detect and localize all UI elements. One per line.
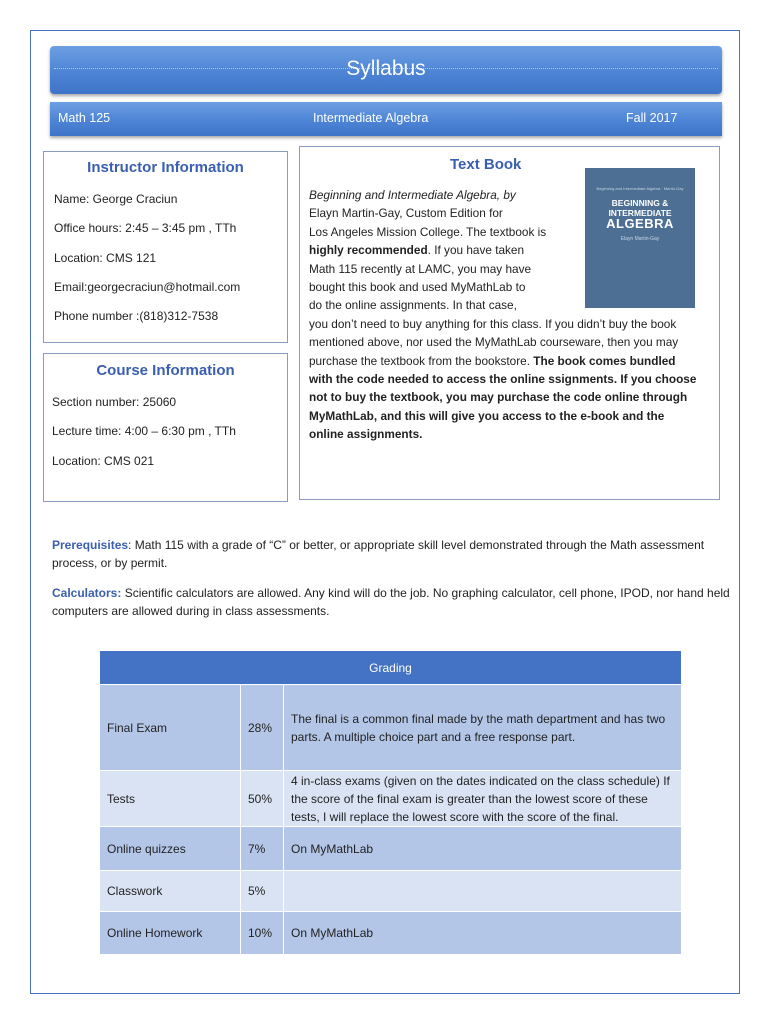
- section-number: Section number: 25060: [52, 395, 177, 409]
- instructor-phone: Phone number :(818)312-7538: [54, 309, 219, 323]
- prerequisites-paragraph: Prerequisites: Math 115 with a grade of “C” or better, or appropriate skill level demonstrated through the Math assessment process, or by permit.: [52, 538, 705, 570]
- grading-title: Grading: [100, 651, 682, 685]
- office-location: Location: CMS 121: [54, 251, 157, 265]
- page-title: Syllabus: [50, 46, 722, 94]
- textbook-box: [299, 146, 720, 500]
- lecture-location: Location: CMS 021: [52, 454, 155, 468]
- lecture-time: Lecture time: 4:00 – 6:30 pm , TTh: [52, 424, 236, 438]
- instructor-name: Name: George Craciun: [54, 192, 178, 206]
- calculators-paragraph: Calculators: Scientific calculators are allowed. Any kind will do the job. No graphing calculator, cell phone, IPOD, nor hand held computers are allowed during in class assessments.: [52, 586, 730, 618]
- course-name: Intermediate Algebra: [313, 111, 429, 125]
- table-row: Online quizzes 7% On MyMathLab: [100, 827, 682, 871]
- instructor-email: Email:georgecraciun@hotmail.com: [54, 280, 241, 294]
- highly-recommended: highly recommended: [309, 243, 428, 258]
- calculators-label: Calculators:: [52, 586, 122, 600]
- instructor-info-box: [43, 151, 288, 343]
- textbook-description: Beginning and Intermediate Algebra, by Elayn Martin-Gay, Custom Edition for Los Angeles Mission College. The textbook is highly recommended. If you have taken Math 115 recently at LAMC, you may have bought this book and used MyMathLab to do the online assignments. In that case, you don’t need to buy anything for this class. If you didn’t buy the book mentioned above, nor used the MyMathLab courseware, then you may purchase the textbook from the bookstore. The book comes bundled with the code needed to access the online ssignments. If you choose not to buy the textbook, you may purchase the code online through MyMathLab, and this will give you access to the e-book and the online assignments.: [309, 188, 697, 442]
- book-cover-image: Beginning and Intermediate Algebra · Martin-Gay BEGINNING & INTERMEDIATE ALGEBRA Elayn Martin-Gay: [585, 168, 695, 308]
- instructor-info-title: Instructor Information: [87, 159, 244, 176]
- table-row: Final Exam 28% The final is a common final made by the math department and has two parts. A multiple choice part and a free response part.: [100, 685, 682, 771]
- table-row: Online Homework 10% On MyMathLab: [100, 912, 682, 955]
- course-header-bar: [50, 102, 722, 136]
- course-term: Fall 2017: [626, 111, 678, 125]
- table-row: Classwork 5%: [100, 871, 682, 912]
- course-number: Math 125: [58, 111, 111, 125]
- grading-table: [99, 650, 682, 955]
- prerequisites-label: Prerequisites: [52, 538, 129, 552]
- course-info-box: [43, 353, 288, 502]
- book-title: Beginning and Intermediate Algebra, by: [309, 188, 516, 202]
- course-info-title: Course Information: [96, 362, 235, 379]
- textbook-title: Text Book: [450, 156, 522, 173]
- office-hours: Office hours: 2:45 – 3:45 pm , TTh: [54, 221, 237, 235]
- table-row: Tests 50% 4 in-class exams (given on the dates indicated on the class schedule) If the score of the final exam is greater than the lowest score of these tests, I will replace the lowest score with the score of the final.: [100, 771, 682, 827]
